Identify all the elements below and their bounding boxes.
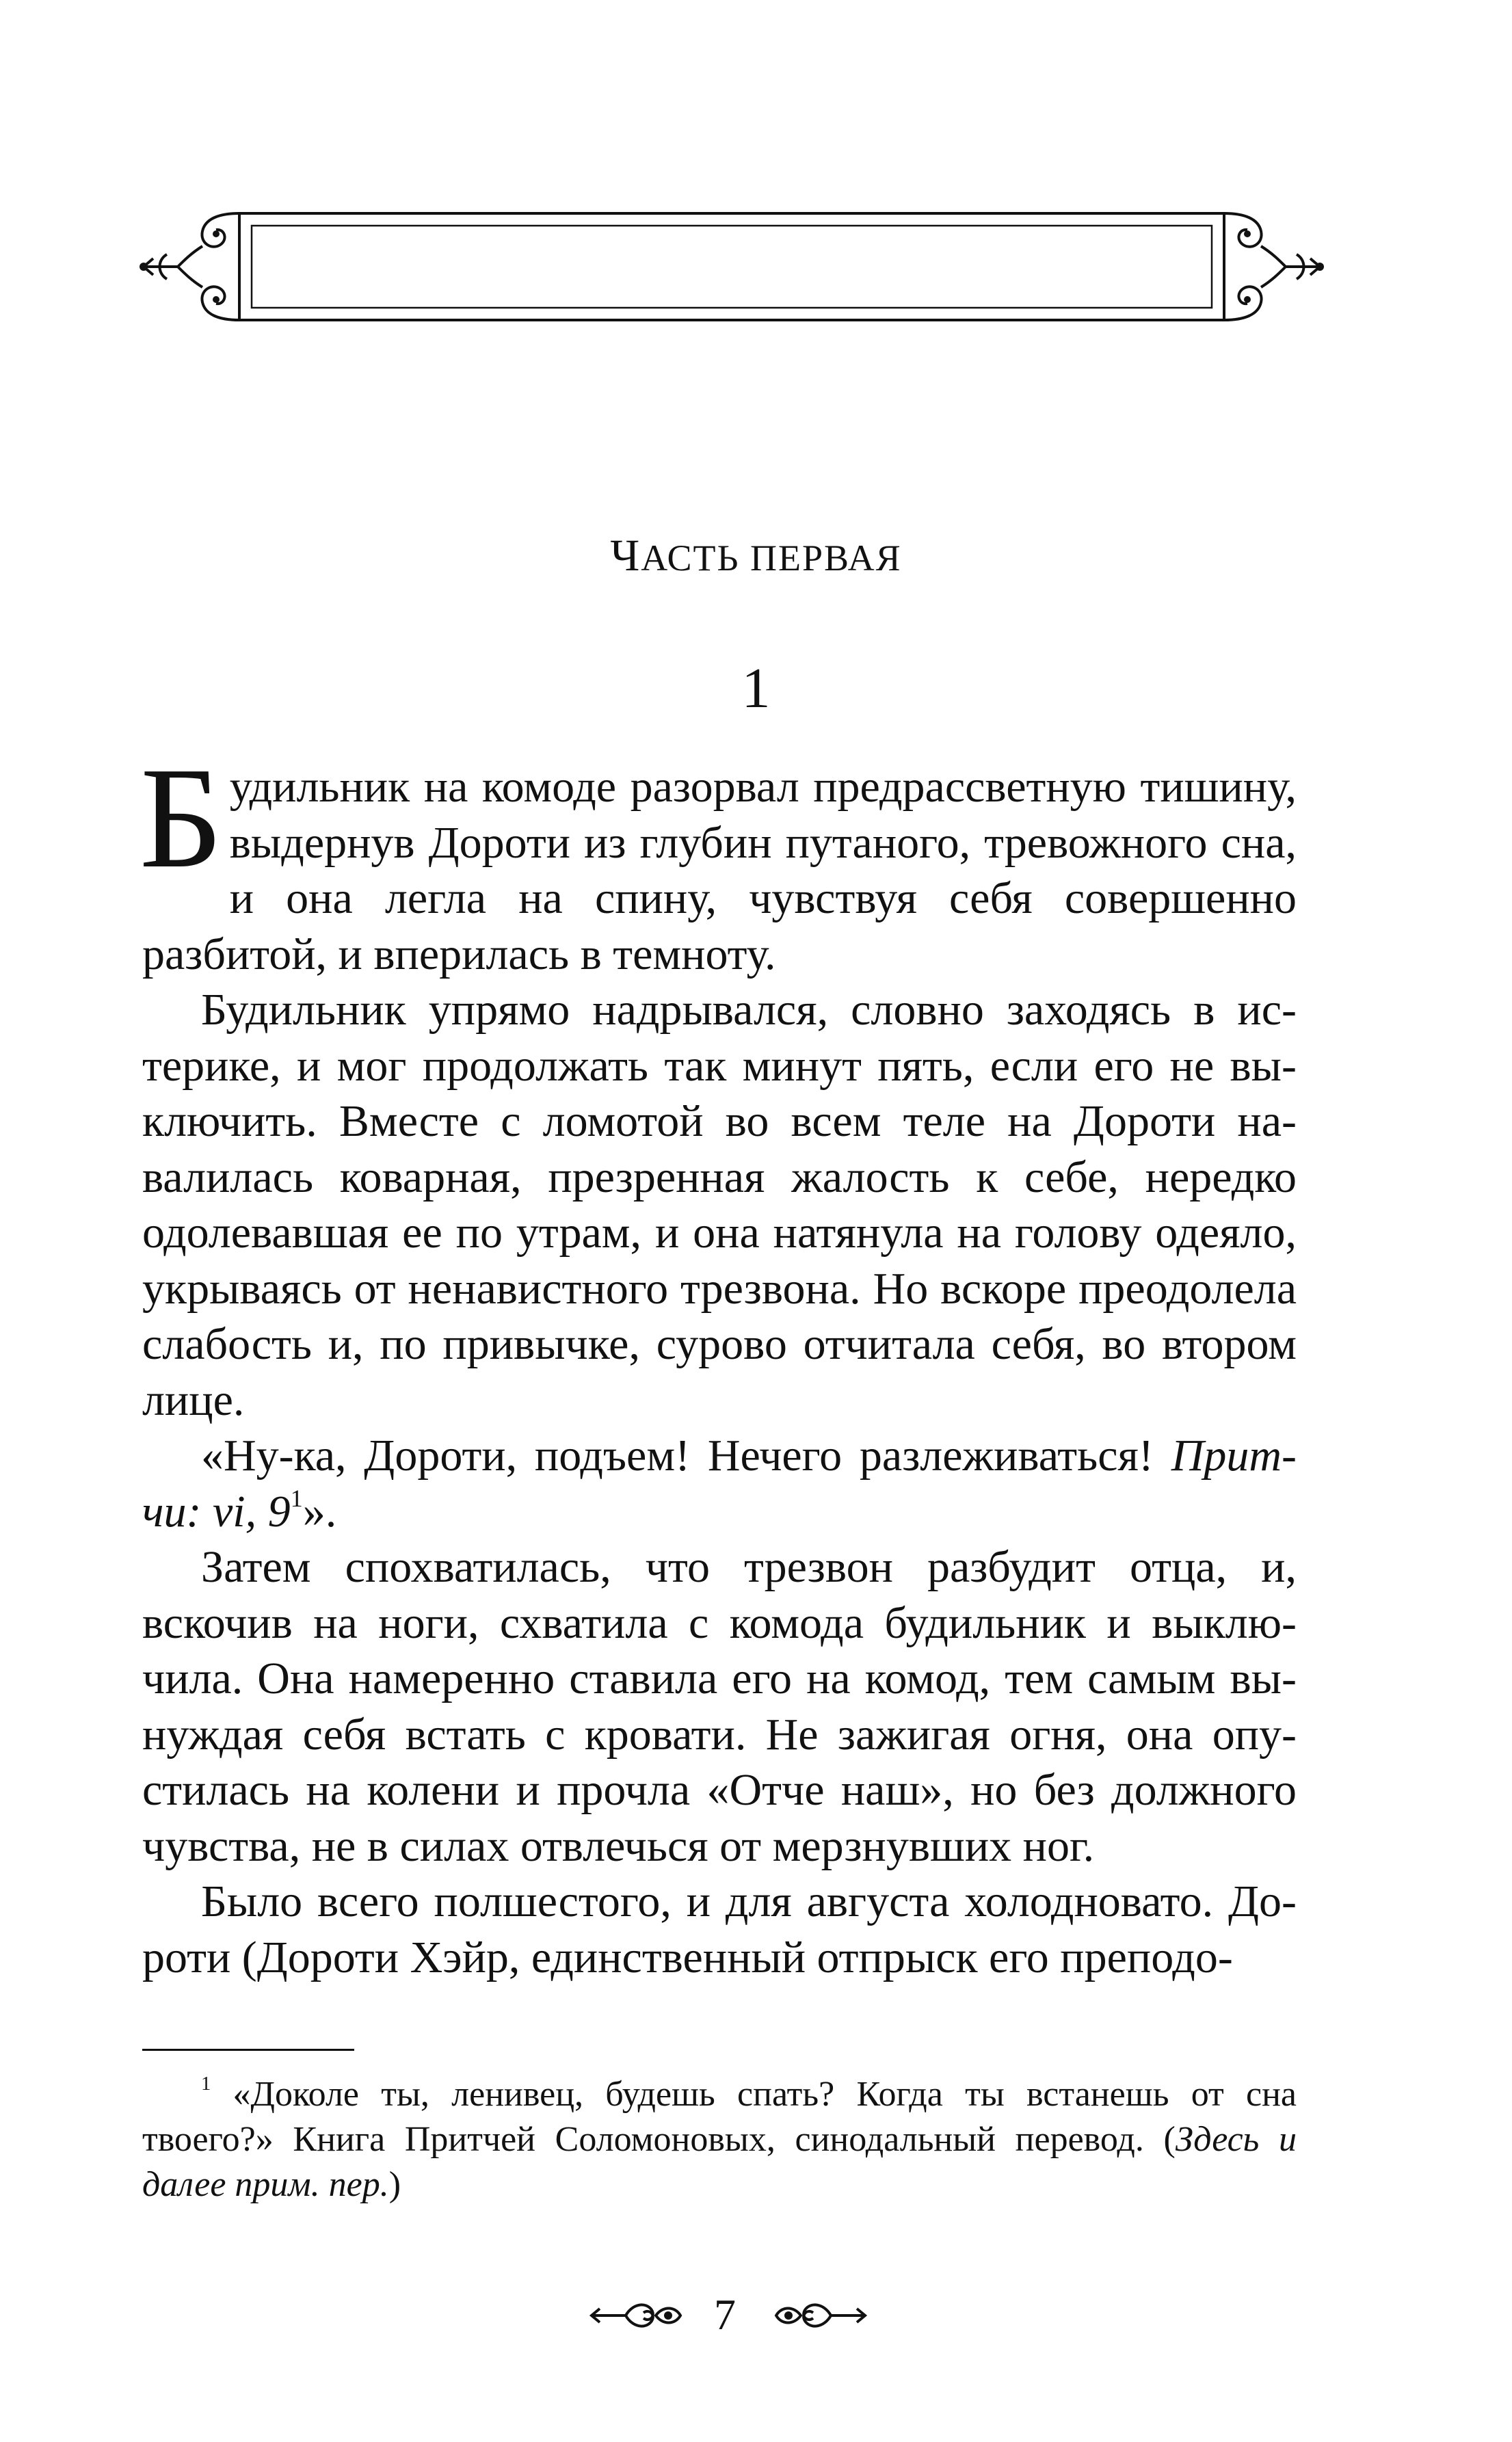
footnote-italic: Здесь и далее прим. пер. [142, 2120, 1297, 2204]
page-footer [0, 2284, 1512, 2346]
footnote-body: «Доколе ты, ленивец, будешь спать? Когда ты встанешь от сна твоего?» Книга Притчей Соломоновых, синодальный перевод. ( [142, 2075, 1297, 2159]
part-title-rest: АСТЬ ПЕРВАЯ [641, 537, 902, 579]
part-title [0, 530, 1512, 582]
fleuron-right-icon [769, 2296, 872, 2335]
paragraph-3-text: «Ну-ка, Дороти, подъем! Нечего разлеживаться! [201, 1431, 1171, 1481]
fleuron-left-icon [585, 2296, 687, 2335]
paragraph-2: Будильник упрямо надрывался, словно заходясь в истерике, и мог продолжать так минут пять, если его не выключить. Вместе с ломотой во всем теле на Дороти навалилась коварная, презренная жалость к себе, нередко одолевавшая ее по утрам, и она натянула на голову одеяло, укрываясь от ненавистного трезвона. Но вскоре преодолела слабость и, по привычке, сурово отчитала себя, во втором лице. [142, 985, 1297, 1425]
header-ornament-frame [137, 198, 1327, 335]
paragraph-1 [140, 737, 1297, 982]
footnote-ref: 1 [290, 1484, 303, 1512]
part-title-cap: Ч [610, 531, 641, 581]
chapter-number: 1 [741, 656, 771, 720]
paragraph-4: Затем спохватилась, что трезвон разбудит отца, и, вскочив на ноги, схватила с комода будильник и выключила. Она намеренно ставила его на комод, тем самым вынуждая себя встать с кровати. Не зажигая огня, она опустилась на колени и прочла «Отче наш», но без должного чувства, не в силах отвлечься от мерзнувших ног. [142, 1542, 1297, 1871]
footnote [142, 2072, 1297, 2207]
paragraph-5: Было всего полшестого, и для августа холодновато. Дороти (Дороти Хэйр, единственный отпрыск его преподо- [142, 1876, 1297, 1982]
paragraph-3-citation: Притчи: vi, 9 [142, 1431, 1297, 1537]
footnote-end: ) [388, 2165, 401, 2204]
paragraph-3-end: ». [302, 1486, 337, 1537]
page-number: 7 [714, 2290, 736, 2339]
body-text [140, 737, 1297, 1985]
paragraph-1-text: удильник на комоде разорвал предрассветную тишину, выдернув Дороти из глубин путаного, тревожного сна, и она легла на спину, чувствуя себя совершенно разбитой, и вперилась в темноту. [142, 762, 1297, 979]
paragraph-3 [142, 1428, 1297, 1539]
footnote-marker: 1 [201, 2073, 211, 2095]
drop-cap: Б [140, 737, 223, 898]
footnote-divider [142, 2049, 354, 2051]
footnote-text [142, 2072, 1297, 2207]
